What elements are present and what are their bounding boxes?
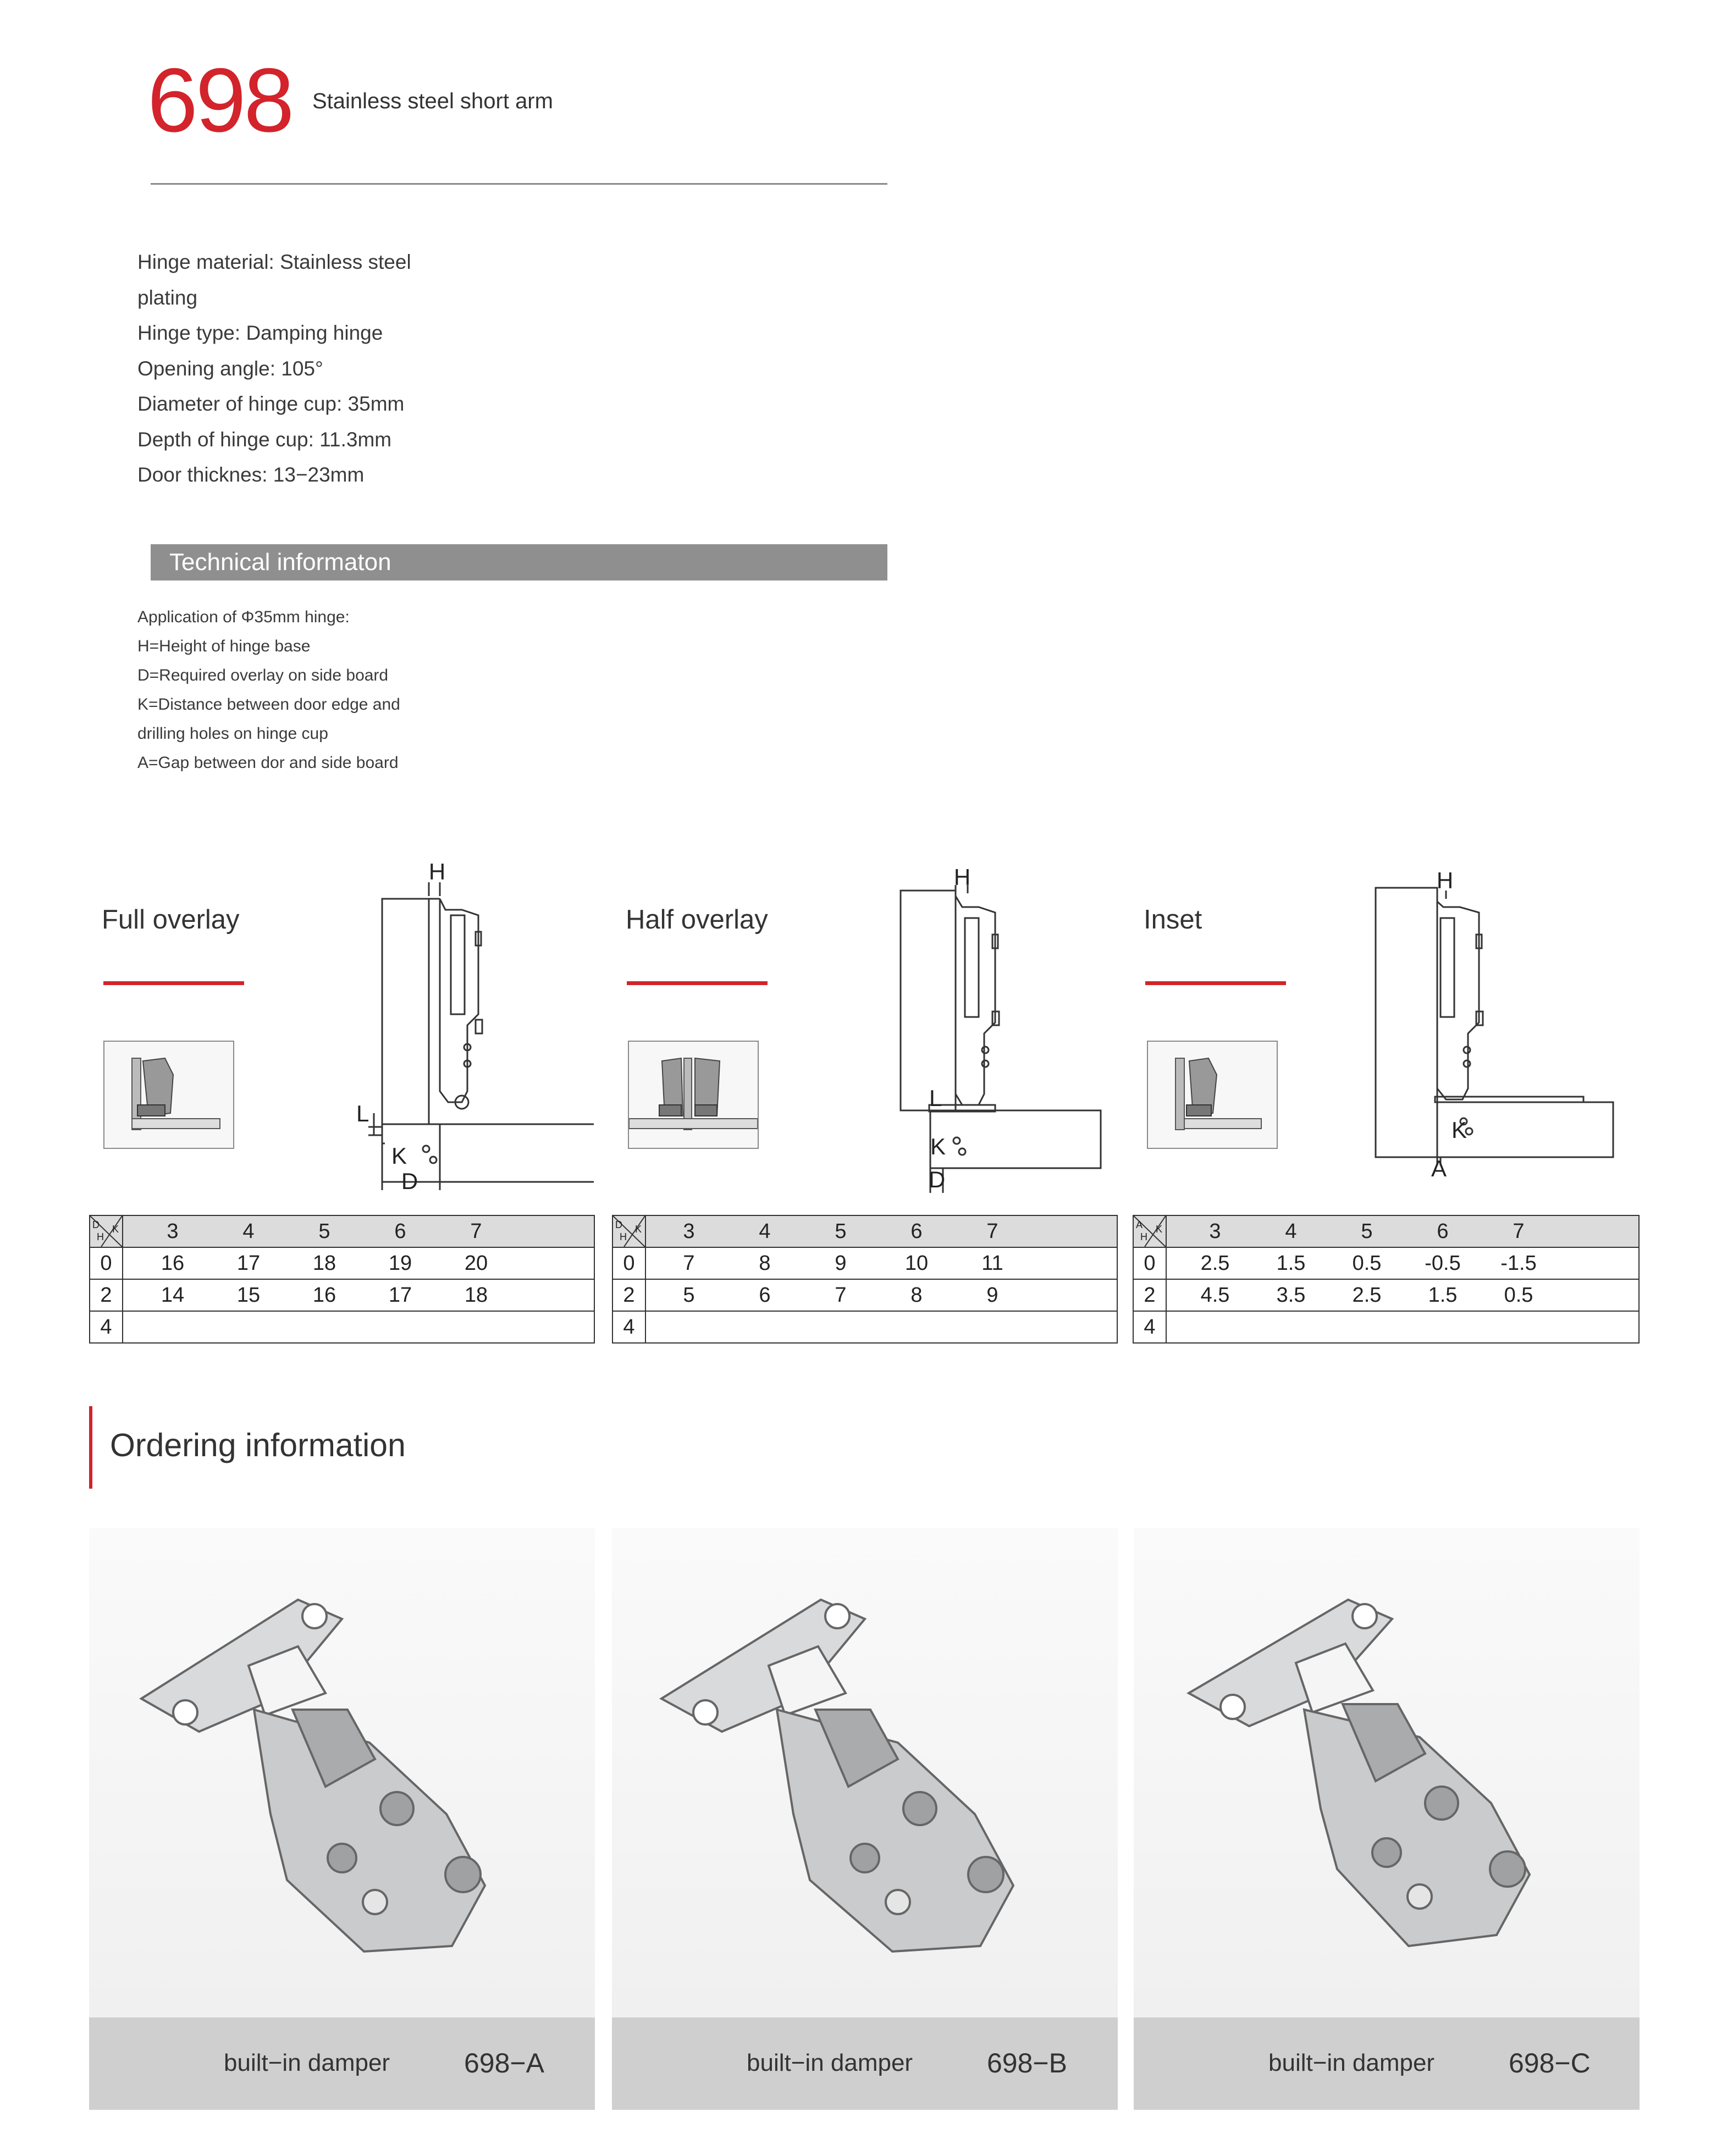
product-feature-label: built−in damper — [747, 2049, 913, 2076]
table-header-row — [645, 1215, 1117, 1247]
dimension-label-h: H — [953, 869, 971, 890]
dimension-label-l: L — [929, 1085, 942, 1111]
full-overlay-title: Full overlay — [102, 905, 240, 935]
full-overlay-underline — [103, 981, 244, 985]
hinge-thumbnail-icon — [104, 1042, 233, 1148]
table-cell: 7 — [683, 1252, 695, 1275]
inset-title: Inset — [1144, 905, 1202, 935]
application-line: A=Gap between dor and side board — [137, 754, 399, 772]
column-header: 7 — [986, 1220, 998, 1243]
dimension-label-h: H — [428, 860, 446, 884]
product-code: 698−B — [987, 2048, 1067, 2078]
dimension-label-h: H — [1436, 869, 1454, 893]
dimension-label-l: L — [356, 1101, 369, 1126]
table-cell: 8 — [910, 1284, 923, 1307]
column-header: 4 — [759, 1220, 771, 1243]
table-cell: 19 — [388, 1252, 412, 1275]
spec-line: Depth of hinge cup: 11.3mm — [137, 428, 392, 451]
column-header: 5 — [318, 1220, 330, 1243]
half-overlay-diagram — [891, 869, 1111, 1193]
table-cell: 8 — [759, 1252, 771, 1275]
row-header: 0 — [90, 1247, 123, 1279]
table-cell: 9 — [835, 1252, 847, 1275]
hinge-product-icon — [89, 1528, 595, 2017]
hinge-thumbnail-icon — [629, 1042, 758, 1148]
table-cell: 3.5 — [1276, 1284, 1306, 1307]
column-header: 6 — [1437, 1220, 1449, 1243]
dimension-label-d: D — [928, 1167, 946, 1192]
table-row — [612, 1279, 1117, 1311]
table-cell: 4.5 — [1200, 1284, 1230, 1307]
table-cell: -1.5 — [1500, 1252, 1537, 1275]
spec-line: Hinge type: Damping hinge — [137, 322, 383, 344]
table-row — [90, 1279, 594, 1311]
table-cell: 1.5 — [1276, 1252, 1306, 1275]
column-header: 3 — [1209, 1220, 1221, 1243]
column-header: 6 — [910, 1220, 923, 1243]
diagonal-corner-icon — [1134, 1216, 1166, 1247]
corner-label-left: H — [97, 1231, 104, 1242]
full-overlay-table — [89, 1215, 595, 1344]
table-row — [612, 1311, 1117, 1343]
dimension-label-d: D — [401, 1168, 418, 1190]
row-header: 4 — [612, 1311, 645, 1343]
row-header: 2 — [1133, 1279, 1166, 1311]
spec-line: Diameter of hinge cup: 35mm — [137, 392, 405, 415]
inset-underline — [1145, 981, 1286, 985]
product-photo — [1134, 1528, 1640, 2017]
product-card-698b[interactable] — [612, 1528, 1118, 2110]
table-header-row — [1166, 1215, 1639, 1247]
table-cell: 7 — [835, 1284, 847, 1307]
corner-label-top: D — [615, 1219, 622, 1230]
table-cell: 18 — [312, 1252, 336, 1275]
row-header: 2 — [612, 1279, 645, 1311]
technical-info-header: Technical informaton — [151, 544, 887, 581]
model-subtitle: Stainless steel short arm — [312, 89, 553, 113]
column-header: 3 — [167, 1220, 179, 1243]
row-header: 4 — [90, 1311, 123, 1343]
table-cell: 6 — [759, 1284, 771, 1307]
table-cell: 16 — [312, 1284, 336, 1307]
table-cell: 9 — [986, 1284, 998, 1307]
inset-diagram — [1369, 869, 1622, 1176]
spec-line: Hinge material: Stainless steel — [137, 251, 411, 273]
product-code: 698−A — [464, 2048, 544, 2078]
table-row — [612, 1247, 1117, 1279]
table-cell: 5 — [683, 1284, 695, 1307]
product-card-698c[interactable] — [1134, 1528, 1640, 2110]
table-header-row — [123, 1215, 594, 1247]
table-row — [1133, 1247, 1639, 1279]
dimension-label-k: K — [391, 1143, 407, 1169]
row-header: 2 — [90, 1279, 123, 1311]
application-line: K=Distance between door edge and — [137, 695, 400, 714]
column-header: 3 — [683, 1220, 695, 1243]
table-cell: 14 — [161, 1284, 185, 1307]
spec-list — [137, 245, 411, 493]
column-header: 4 — [242, 1220, 255, 1243]
half-overlay-thumbnail — [628, 1041, 759, 1149]
hinge-product-icon — [1134, 1528, 1640, 2017]
spec-line: plating — [137, 286, 198, 309]
product-card-698a[interactable] — [89, 1528, 595, 2110]
half-overlay-underline — [627, 981, 768, 985]
table-cell: 0.5 — [1352, 1252, 1382, 1275]
product-caption — [612, 2017, 1118, 2110]
hinge-thumbnail-icon — [1148, 1042, 1277, 1148]
dimension-label-k: K — [930, 1134, 946, 1159]
diagonal-corner-icon — [613, 1216, 645, 1247]
table-cell: 18 — [464, 1284, 488, 1307]
dimension-label-k: K — [1451, 1117, 1467, 1143]
column-header: 7 — [470, 1220, 482, 1243]
table-row — [90, 1247, 594, 1279]
product-feature-label: built−in damper — [224, 2049, 390, 2076]
product-photo — [89, 1528, 595, 2017]
inset-thumbnail — [1147, 1041, 1278, 1149]
table-cell: 1.5 — [1428, 1284, 1458, 1307]
dimension-label-a: A — [1431, 1156, 1447, 1176]
application-line: drilling holes on hinge cup — [137, 725, 328, 743]
half-overlay-table — [612, 1215, 1118, 1344]
table-cell: 17 — [388, 1284, 412, 1307]
table-row — [90, 1311, 594, 1343]
ordering-accent-bar — [89, 1406, 92, 1489]
column-header: 5 — [1361, 1220, 1373, 1243]
row-header: 4 — [1133, 1311, 1166, 1343]
hinge-product-icon — [612, 1528, 1118, 2017]
table-cell: 2.5 — [1200, 1252, 1230, 1275]
application-line: D=Required overlay on side board — [137, 666, 389, 684]
column-header: 5 — [835, 1220, 847, 1243]
table-cell: -0.5 — [1425, 1252, 1461, 1275]
application-notes — [137, 602, 400, 777]
table-cell: 15 — [236, 1284, 261, 1307]
inset-table — [1133, 1215, 1640, 1344]
spec-line: Opening angle: 105° — [137, 357, 323, 380]
table-cell: 16 — [161, 1252, 185, 1275]
table-row — [1133, 1311, 1639, 1343]
diagonal-corner-icon — [90, 1216, 122, 1247]
column-header: 7 — [1513, 1220, 1525, 1243]
half-overlay-title: Half overlay — [626, 905, 768, 935]
corner-label-left: H — [1140, 1231, 1147, 1242]
product-code: 698−C — [1509, 2048, 1591, 2078]
table-corner — [1133, 1215, 1166, 1247]
column-header: 6 — [394, 1220, 406, 1243]
application-line: H=Height of hinge base — [137, 637, 311, 655]
corner-label-left: H — [620, 1231, 627, 1242]
full-overlay-diagram — [352, 860, 594, 1190]
table-corner — [612, 1215, 645, 1247]
spec-line: Door thicknes: 13−23mm — [137, 463, 365, 486]
table-corner — [90, 1215, 123, 1247]
column-header: 4 — [1285, 1220, 1297, 1243]
corner-label-top: A — [1136, 1219, 1143, 1230]
product-caption — [1134, 2017, 1640, 2110]
product-photo — [612, 1528, 1118, 2017]
table-cell: 17 — [236, 1252, 261, 1275]
table-cell: 0.5 — [1504, 1284, 1533, 1307]
table-cell: 20 — [464, 1252, 488, 1275]
table-cell: 10 — [904, 1252, 929, 1275]
row-header: 0 — [612, 1247, 645, 1279]
header-divider — [151, 183, 887, 185]
product-feature-label: built−in damper — [1268, 2049, 1435, 2076]
full-overlay-thumbnail — [103, 1041, 234, 1149]
table-cell: 2.5 — [1352, 1284, 1382, 1307]
corner-label-right: K — [112, 1224, 119, 1235]
table-cell: 11 — [981, 1252, 1003, 1275]
product-caption — [89, 2017, 595, 2110]
corner-label-right: K — [635, 1224, 642, 1235]
application-line: Application of Φ35mm hinge: — [137, 608, 350, 626]
model-number: 698 — [147, 49, 292, 151]
corner-label-right: K — [1156, 1224, 1163, 1235]
row-header: 0 — [1133, 1247, 1166, 1279]
corner-label-top: D — [92, 1219, 100, 1230]
ordering-title: Ordering information — [110, 1427, 406, 1463]
table-row — [1133, 1279, 1639, 1311]
